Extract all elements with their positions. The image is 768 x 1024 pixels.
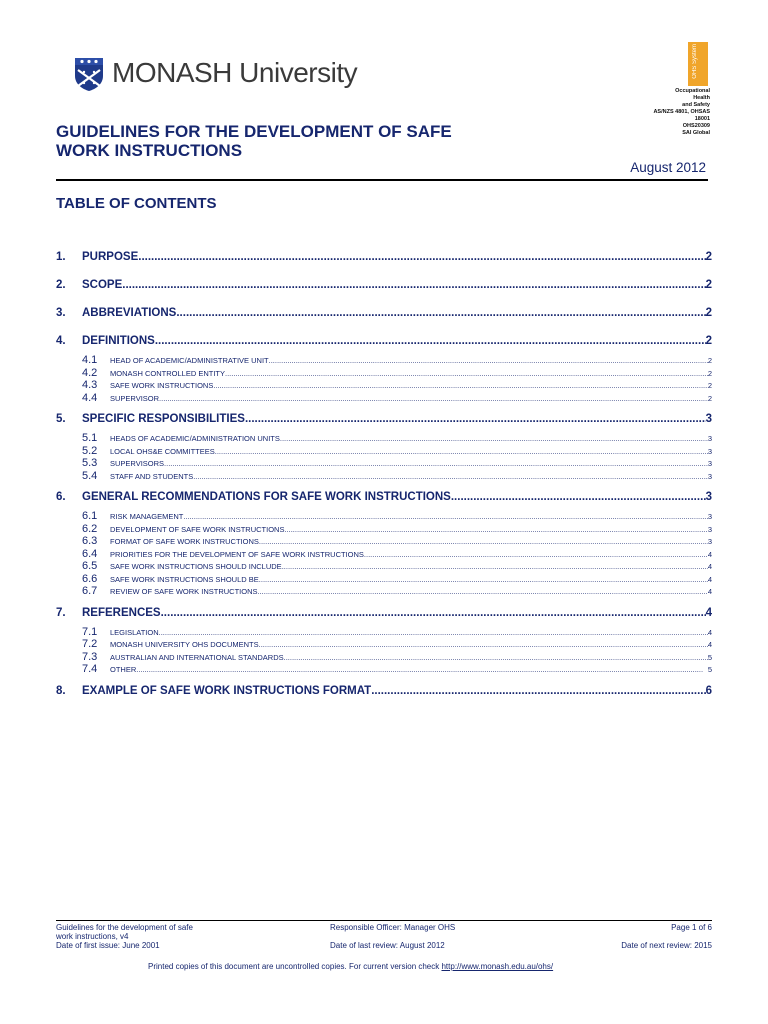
- toc-subsection-entry[interactable]: [56, 354, 712, 367]
- toc-section-entry[interactable]: [56, 278, 712, 292]
- toc-number: 4.: [56, 335, 66, 347]
- toc-number: 6.6: [82, 572, 98, 585]
- toc-leader-dots: [183, 511, 707, 523]
- toc-page-number: 3: [707, 471, 712, 481]
- toc-section-entry[interactable]: [56, 306, 712, 320]
- toc-leader-dots: [258, 586, 708, 598]
- toc-number: 5.4: [82, 469, 98, 482]
- toc-leader-dots: [159, 393, 708, 405]
- toc-page-number: 2: [707, 368, 712, 378]
- toc-subsection-entry[interactable]: [56, 585, 712, 598]
- toc-page-number: 5: [707, 665, 712, 674]
- toc-label: ABBREVIATIONS: [82, 307, 177, 319]
- toc-leader-dots: [269, 355, 708, 367]
- toc-number: 3.: [56, 307, 66, 319]
- toc-number: 5.3: [82, 457, 98, 469]
- footer-doc-title: Guidelines for the development of safe work instructions, v4 Date of first issue: June 2001: [56, 923, 193, 950]
- monash-crest-icon: [72, 56, 106, 92]
- certification-badge-icon: OHS System: [688, 42, 708, 86]
- toc-number: 7.1: [82, 625, 98, 638]
- toc-label: PURPOSE: [82, 251, 139, 263]
- toc-subsection-entry[interactable]: [56, 470, 712, 483]
- table-of-contents: [56, 250, 712, 698]
- toc-page-number: 3: [705, 413, 712, 425]
- toc-leader-dots: [371, 684, 705, 698]
- toc-page-number: 2: [705, 251, 712, 263]
- toc-number: 5.1: [82, 432, 98, 444]
- footer-divider: [56, 920, 712, 921]
- toc-number: 4.2: [82, 366, 98, 379]
- toc-page-number: 4: [707, 549, 712, 559]
- certification-line: 18001: [694, 116, 710, 122]
- toc-leader-dots: [159, 627, 708, 639]
- toc-label: MONASH CONTROLLED ENTITY: [110, 368, 226, 378]
- toc-leader-dots: [213, 380, 707, 392]
- toc-number: 6.5: [82, 560, 98, 572]
- toc-number: 4.1: [82, 354, 98, 366]
- toc-number: 6.: [56, 491, 66, 503]
- toc-page-number: 3: [707, 446, 712, 456]
- toc-leader-dots: [122, 278, 705, 292]
- toc-subsection-entry[interactable]: [56, 651, 712, 664]
- toc-label: STAFF AND STUDENTS: [110, 471, 194, 481]
- footer-page-number: Page 1 of 6: [671, 923, 712, 932]
- toc-number: 6.1: [82, 510, 98, 522]
- toc-leader-dots: [364, 549, 708, 561]
- toc-section-entry[interactable]: [56, 684, 712, 698]
- toc-label: DEFINITIONS: [82, 335, 155, 347]
- toc-subsection-entry[interactable]: [56, 663, 712, 676]
- toc-label: PRIORITIES FOR THE DEVELOPMENT OF SAFE WORK INSTRUCTIONS: [110, 549, 364, 559]
- toc-number: 4.4: [82, 391, 98, 404]
- toc-page-number: 4: [707, 587, 712, 596]
- toc-number: 7.3: [82, 650, 98, 663]
- toc-number: 6.4: [82, 547, 98, 560]
- toc-subsection-entry[interactable]: [56, 457, 712, 470]
- ohs-website-link[interactable]: http://www.monash.edu.au/ohs/: [441, 962, 554, 971]
- toc-subsection-entry[interactable]: [56, 510, 712, 523]
- toc-leader-dots: [193, 471, 708, 483]
- toc-subsection-entry[interactable]: [56, 523, 712, 536]
- toc-page-number: 2: [705, 307, 712, 319]
- toc-leader-dots: [280, 433, 708, 445]
- toc-page-number: 3: [707, 524, 712, 534]
- toc-page-number: 4: [707, 574, 712, 584]
- monash-logo: [72, 56, 372, 96]
- certification-line: Health: [693, 95, 710, 101]
- toc-section-entry[interactable]: [56, 412, 712, 426]
- header-divider: [56, 179, 708, 181]
- toc-label: SAFE WORK INSTRUCTIONS SHOULD BE: [110, 574, 259, 584]
- toc-label: AUSTRALIAN AND INTERNATIONAL STANDARDS: [110, 652, 284, 662]
- footer-notice-text: Printed copies of this document are uncontrolled copies. For current version check: [148, 962, 442, 971]
- toc-leader-dots: [259, 574, 708, 586]
- toc-leader-dots: [225, 368, 708, 380]
- toc-leader-dots: [136, 664, 708, 676]
- toc-page-number: 3: [707, 459, 712, 468]
- toc-leader-dots: [259, 639, 708, 651]
- toc-label: GENERAL RECOMMENDATIONS FOR SAFE WORK INSTRUCTIONS: [82, 491, 451, 503]
- toc-subsection-entry[interactable]: [56, 638, 712, 651]
- toc-page-number: 3: [705, 491, 712, 503]
- certification-text: [606, 88, 710, 137]
- certification-line: Occupational: [675, 88, 710, 94]
- toc-subsection-entry[interactable]: [56, 379, 712, 392]
- toc-number: 5.2: [82, 444, 98, 457]
- toc-label: EXAMPLE OF SAFE WORK INSTRUCTIONS FORMAT: [82, 684, 372, 697]
- toc-page-number: 2: [707, 356, 712, 365]
- toc-page-number: 4: [707, 562, 712, 571]
- toc-subsection-entry[interactable]: [56, 445, 712, 458]
- toc-label: SUPERVISORS: [110, 459, 165, 468]
- toc-section-entry[interactable]: [56, 334, 712, 348]
- toc-page-number: 4: [707, 640, 712, 649]
- toc-number: 1.: [56, 251, 66, 263]
- toc-leader-dots: [215, 446, 708, 458]
- toc-subsection-entry[interactable]: [56, 560, 712, 573]
- toc-label: HEADS OF ACADEMIC/ADMINISTRATION UNITS: [110, 434, 280, 443]
- toc-leader-dots: [451, 490, 706, 504]
- toc-subsection-entry[interactable]: [56, 573, 712, 586]
- toc-label: MONASH UNIVERSITY OHS DOCUMENTS: [110, 640, 259, 649]
- toc-number: 2.: [56, 279, 66, 291]
- toc-page-number: 4: [705, 606, 712, 619]
- toc-number: 6.3: [82, 535, 98, 547]
- toc-section-entry[interactable]: [56, 490, 712, 504]
- toc-label: REVIEW OF SAFE WORK INSTRUCTIONS: [110, 587, 258, 596]
- toc-label: REFERENCES: [82, 606, 161, 619]
- document-title: GUIDELINES FOR THE DEVELOPMENT OF SAFE WORK INSTRUCTIONS: [56, 122, 452, 160]
- toc-label: RISK MANAGEMENT: [110, 512, 184, 521]
- toc-number: 7.4: [82, 663, 98, 675]
- toc-number: 4.3: [82, 379, 98, 391]
- toc-leader-dots: [138, 250, 705, 264]
- toc-page-number: 2: [707, 381, 712, 390]
- certification-line: OHS20309: [682, 123, 710, 129]
- toc-page-number: 4: [707, 627, 712, 637]
- certification-line: and Safety: [682, 102, 710, 108]
- toc-page-number: 6: [705, 684, 712, 697]
- certification-line: AS/NZS 4801, OHSAS: [653, 109, 710, 115]
- toc-heading: TABLE OF CONTENTS: [56, 195, 217, 212]
- toc-subsection-entry[interactable]: [56, 548, 712, 561]
- logo-wordmark: MONASH University: [112, 57, 358, 88]
- toc-page-number: 2: [707, 393, 712, 403]
- certification-line: SAI Global: [682, 130, 710, 136]
- toc-leader-dots: [259, 536, 708, 548]
- toc-number: 6.7: [82, 585, 98, 597]
- toc-section-entry[interactable]: [56, 250, 712, 264]
- toc-label: HEAD OF ACADEMIC/ADMINISTRATIVE UNIT: [110, 356, 269, 365]
- toc-page-number: 5: [707, 652, 712, 662]
- toc-number: 8.: [56, 684, 66, 697]
- toc-label: SAFE WORK INSTRUCTIONS SHOULD INCLUDE: [110, 562, 282, 571]
- toc-number: 5.: [56, 413, 66, 425]
- toc-section-entry[interactable]: [56, 606, 712, 620]
- toc-leader-dots: [284, 652, 708, 664]
- toc-label: SUPERVISOR: [110, 393, 160, 403]
- toc-label: SAFE WORK INSTRUCTIONS: [110, 381, 214, 390]
- toc-page-number: 2: [705, 335, 712, 347]
- toc-number: 7.2: [82, 638, 98, 650]
- toc-page-number: 3: [707, 512, 712, 521]
- toc-leader-dots: [284, 524, 707, 536]
- toc-label: OTHER: [110, 665, 137, 674]
- toc-label: SCOPE: [82, 279, 123, 291]
- toc-leader-dots: [176, 306, 705, 320]
- toc-label: LEGISLATION: [110, 627, 159, 637]
- toc-label: DEVELOPMENT OF SAFE WORK INSTRUCTIONS: [110, 524, 285, 534]
- footer-last-review: Date of last review: August 2012: [330, 941, 445, 950]
- toc-subsection-entry[interactable]: [56, 535, 712, 548]
- toc-page-number: 2: [705, 279, 712, 291]
- certification-mark: [636, 40, 740, 140]
- footer-next-review: Date of next review: 2015: [621, 941, 712, 950]
- toc-leader-dots: [161, 606, 706, 620]
- document-date: August 2012: [630, 160, 706, 175]
- toc-page-number: 3: [707, 434, 712, 443]
- toc-page-number: 3: [707, 537, 712, 546]
- footer-notice: [148, 962, 553, 971]
- footer-officer: Responsible Officer: Manager OHS: [330, 923, 456, 932]
- toc-subsection-entry[interactable]: [56, 392, 712, 405]
- toc-subsection-entry[interactable]: [56, 432, 712, 445]
- toc-label: SPECIFIC RESPONSIBILITIES: [82, 413, 245, 425]
- toc-leader-dots: [245, 412, 706, 426]
- toc-label: LOCAL OHS&E COMMITTEES: [110, 446, 215, 456]
- toc-number: 6.2: [82, 522, 98, 535]
- toc-label: FORMAT OF SAFE WORK INSTRUCTIONS: [110, 537, 259, 546]
- toc-subsection-entry[interactable]: [56, 626, 712, 639]
- toc-subsection-entry[interactable]: [56, 367, 712, 380]
- toc-leader-dots: [282, 561, 708, 573]
- toc-number: 7.: [56, 606, 66, 619]
- toc-leader-dots: [164, 458, 708, 470]
- toc-leader-dots: [155, 334, 706, 348]
